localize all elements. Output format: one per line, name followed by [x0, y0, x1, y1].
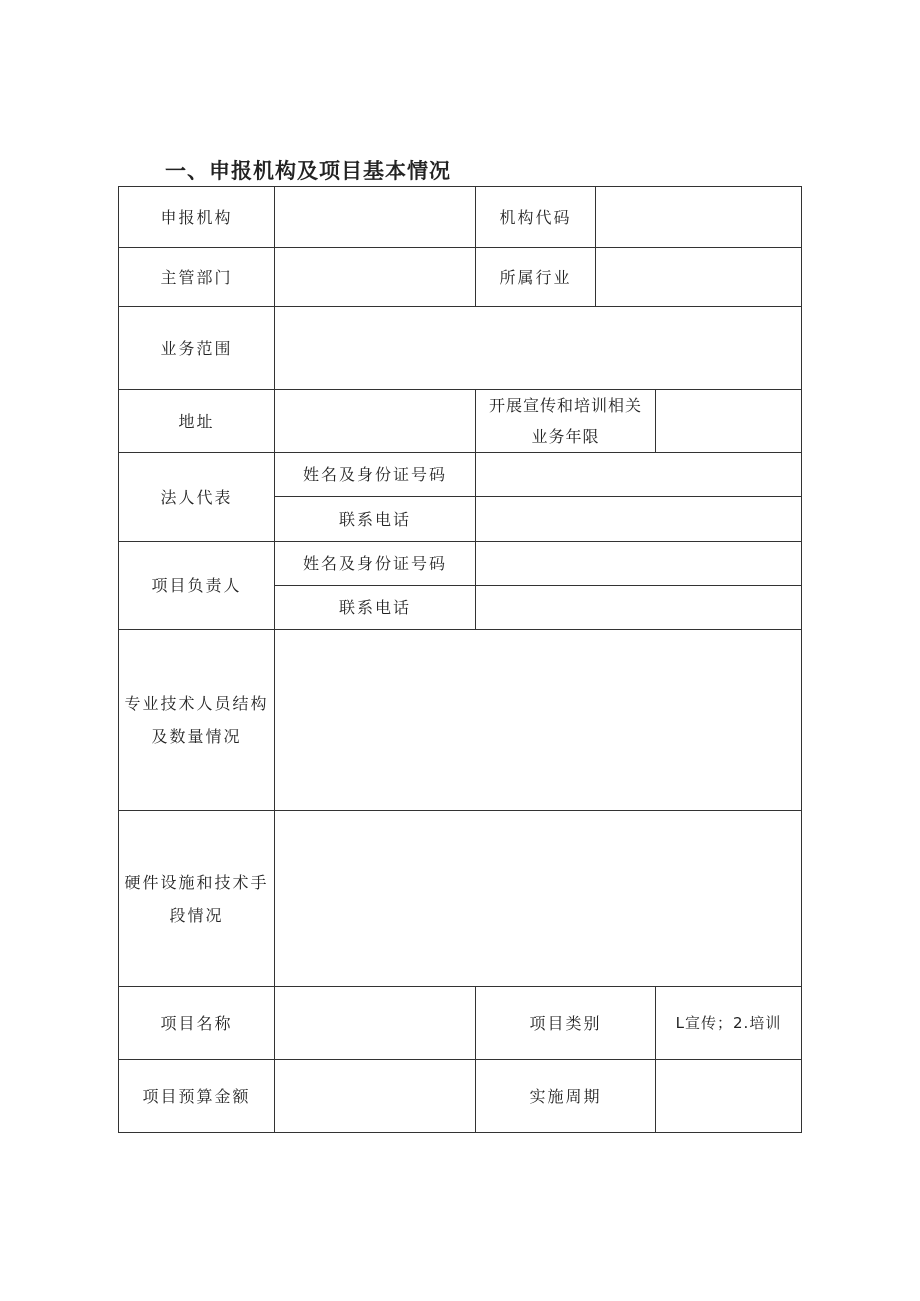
hardware-label: 硬件设施和技术手段情况: [124, 872, 269, 925]
staff-structure-field[interactable]: [275, 630, 801, 810]
table-border-bottom: [118, 1132, 802, 1133]
project-lead-phone-label: 联系电话: [338, 598, 411, 617]
project-lead-phone-field[interactable]: [476, 586, 801, 629]
address-label: 地址: [178, 411, 215, 431]
org-code-label: 机构代码: [499, 207, 572, 227]
project-lead-name-id-field[interactable]: [476, 542, 801, 585]
experience-years-field[interactable]: [656, 390, 801, 452]
period-label: 实施周期: [529, 1086, 602, 1106]
legal-rep-name-id-label: 姓名及身份证号码: [302, 465, 447, 484]
legal-rep-label: 法人代表: [160, 487, 233, 507]
project-category-label: 项目类别: [529, 1013, 602, 1033]
project-lead-name-id-label: 姓名及身份证号码: [302, 554, 447, 573]
budget-field[interactable]: [275, 1060, 475, 1132]
legal-rep-phone-label: 联系电话: [338, 509, 411, 529]
table-border-right: [801, 186, 802, 1133]
supervisor-label: 主管部门: [160, 267, 233, 287]
industry-field[interactable]: [596, 248, 801, 306]
budget-label: 项目预算金额: [142, 1086, 251, 1106]
legal-rep-name-id-field[interactable]: [476, 453, 801, 496]
project-category-options[interactable]: L宣传；2.培训: [675, 1013, 782, 1032]
industry-label: 所属行业: [499, 267, 572, 287]
supervisor-field[interactable]: [275, 248, 475, 306]
business-scope-field[interactable]: [275, 307, 801, 389]
org-name-field[interactable]: [275, 187, 475, 247]
experience-years-label: 开展宣传和培训相关业务年限: [488, 396, 642, 446]
org-name-label: 申报机构: [160, 207, 233, 227]
org-code-field[interactable]: [596, 187, 801, 247]
project-lead-label: 项目负责人: [151, 576, 242, 595]
period-field[interactable]: [656, 1060, 801, 1132]
project-name-field[interactable]: [275, 987, 475, 1059]
address-field[interactable]: [275, 390, 475, 452]
business-scope-label: 业务范围: [160, 338, 233, 358]
project-name-label: 项目名称: [160, 1013, 233, 1033]
section-title: 一、申报机构及项目基本情况: [165, 159, 451, 183]
staff-structure-label: 专业技术人员结构及数量情况: [124, 694, 269, 746]
hardware-field[interactable]: [275, 811, 801, 986]
legal-rep-phone-field[interactable]: [476, 497, 801, 541]
